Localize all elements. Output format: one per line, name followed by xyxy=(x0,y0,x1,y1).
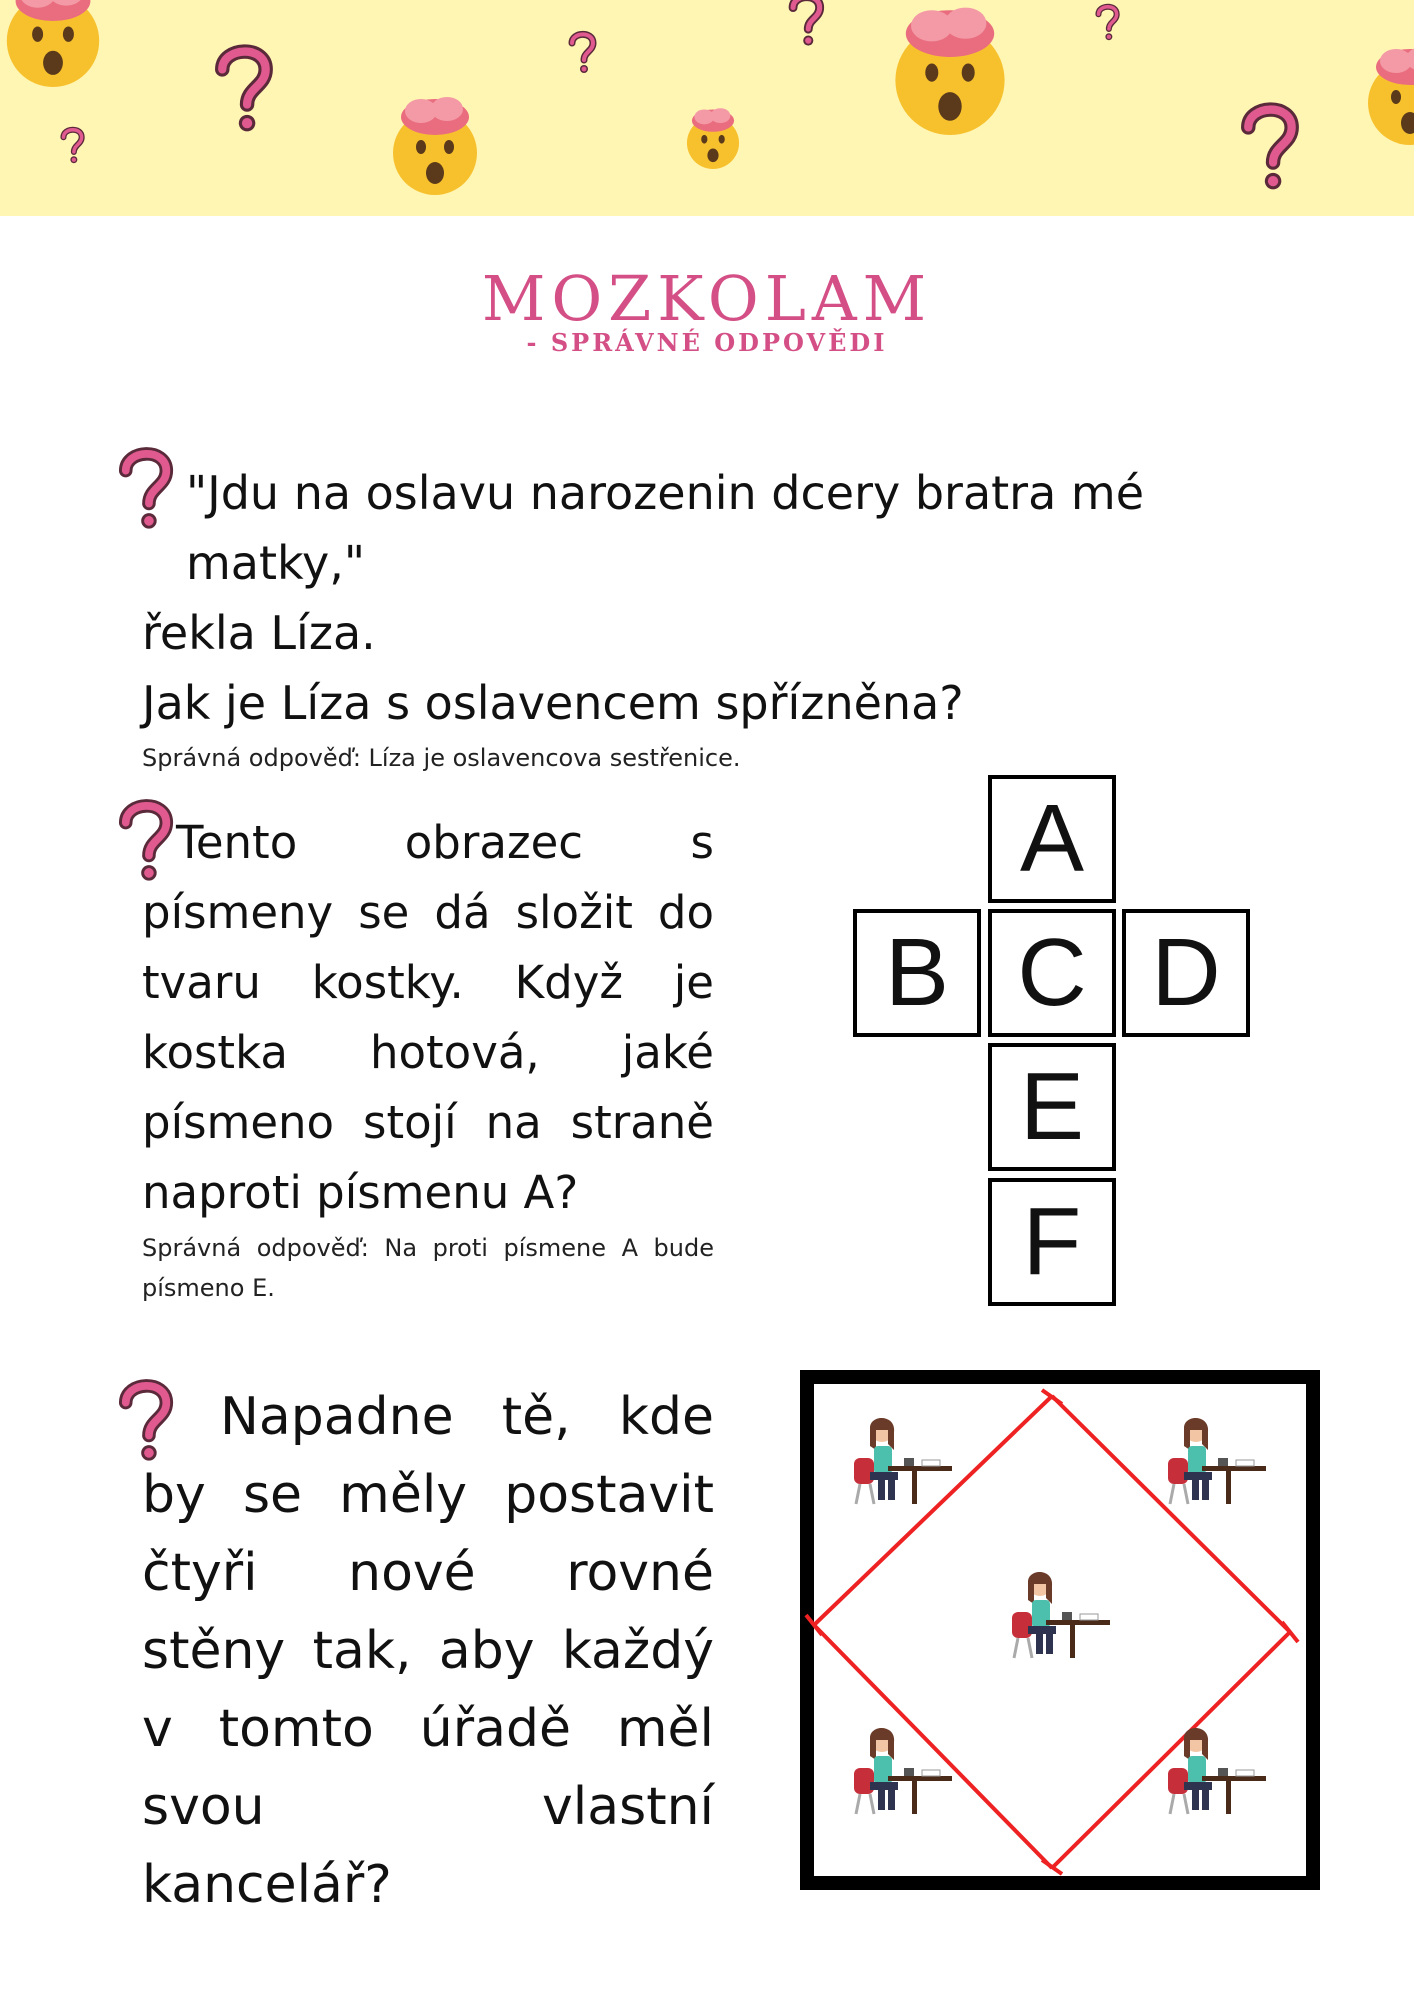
puzzle-1-answer: Správná odpověď: Líza je oslavencova sestřenice. xyxy=(142,744,741,772)
cube-face-f: F xyxy=(988,1178,1116,1306)
puzzle-1-question-line2: řekla Líza. xyxy=(142,606,376,660)
question-mark-icon xyxy=(1240,96,1302,196)
question-mark-icon xyxy=(788,0,826,50)
cube-face-d: D xyxy=(1122,909,1250,1037)
puzzle-3-question: Napadne tě, kde by se měly postavit čtyři nové rovné stěny tak, aby každý v tomto úřadě měl svou vlastní kancelář? xyxy=(142,1387,714,1915)
puzzle-3 xyxy=(142,1378,714,1924)
puzzle-1 xyxy=(142,458,1292,778)
mind-blown-emoji-icon xyxy=(682,104,744,172)
header-banner xyxy=(0,0,1414,216)
question-mark-icon xyxy=(1095,0,1121,44)
question-mark-icon xyxy=(60,124,86,166)
question-mark-icon xyxy=(214,38,276,138)
puzzle-1-question-line3: Jak je Líza s oslavencem spřízněna? xyxy=(142,676,964,730)
mind-blown-emoji-icon xyxy=(0,0,108,92)
puzzle-2-answer: Správná odpověď: Na proti písmene A bude písmeno E. xyxy=(142,1234,714,1302)
puzzle-2 xyxy=(142,808,714,1308)
office-diagram xyxy=(800,1370,1320,1890)
cube-face-e: E xyxy=(988,1043,1116,1171)
cube-face-a: A xyxy=(988,775,1116,903)
mind-blown-emoji-icon xyxy=(1360,40,1414,150)
mind-blown-emoji-icon xyxy=(885,0,1015,140)
page-title: MOZKOLAM xyxy=(481,262,933,335)
cube-face-c: C xyxy=(988,909,1116,1037)
mind-blown-emoji-icon xyxy=(385,90,485,200)
puzzle-2-question: Tento obrazec s písmeny se dá složit do tvaru kostky. Když je kostka hotová, jaké písmeno stojí na straně naproti písmenu A? xyxy=(142,816,714,1219)
puzzle-1-question-line1: "Jdu na oslavu narozenin dcery bratra mé matky," xyxy=(186,466,1145,590)
page-subtitle: - SPRÁVNÉ ODPOVĚDI xyxy=(526,328,888,357)
cube-face-b: B xyxy=(853,909,981,1037)
question-mark-icon xyxy=(568,28,598,76)
